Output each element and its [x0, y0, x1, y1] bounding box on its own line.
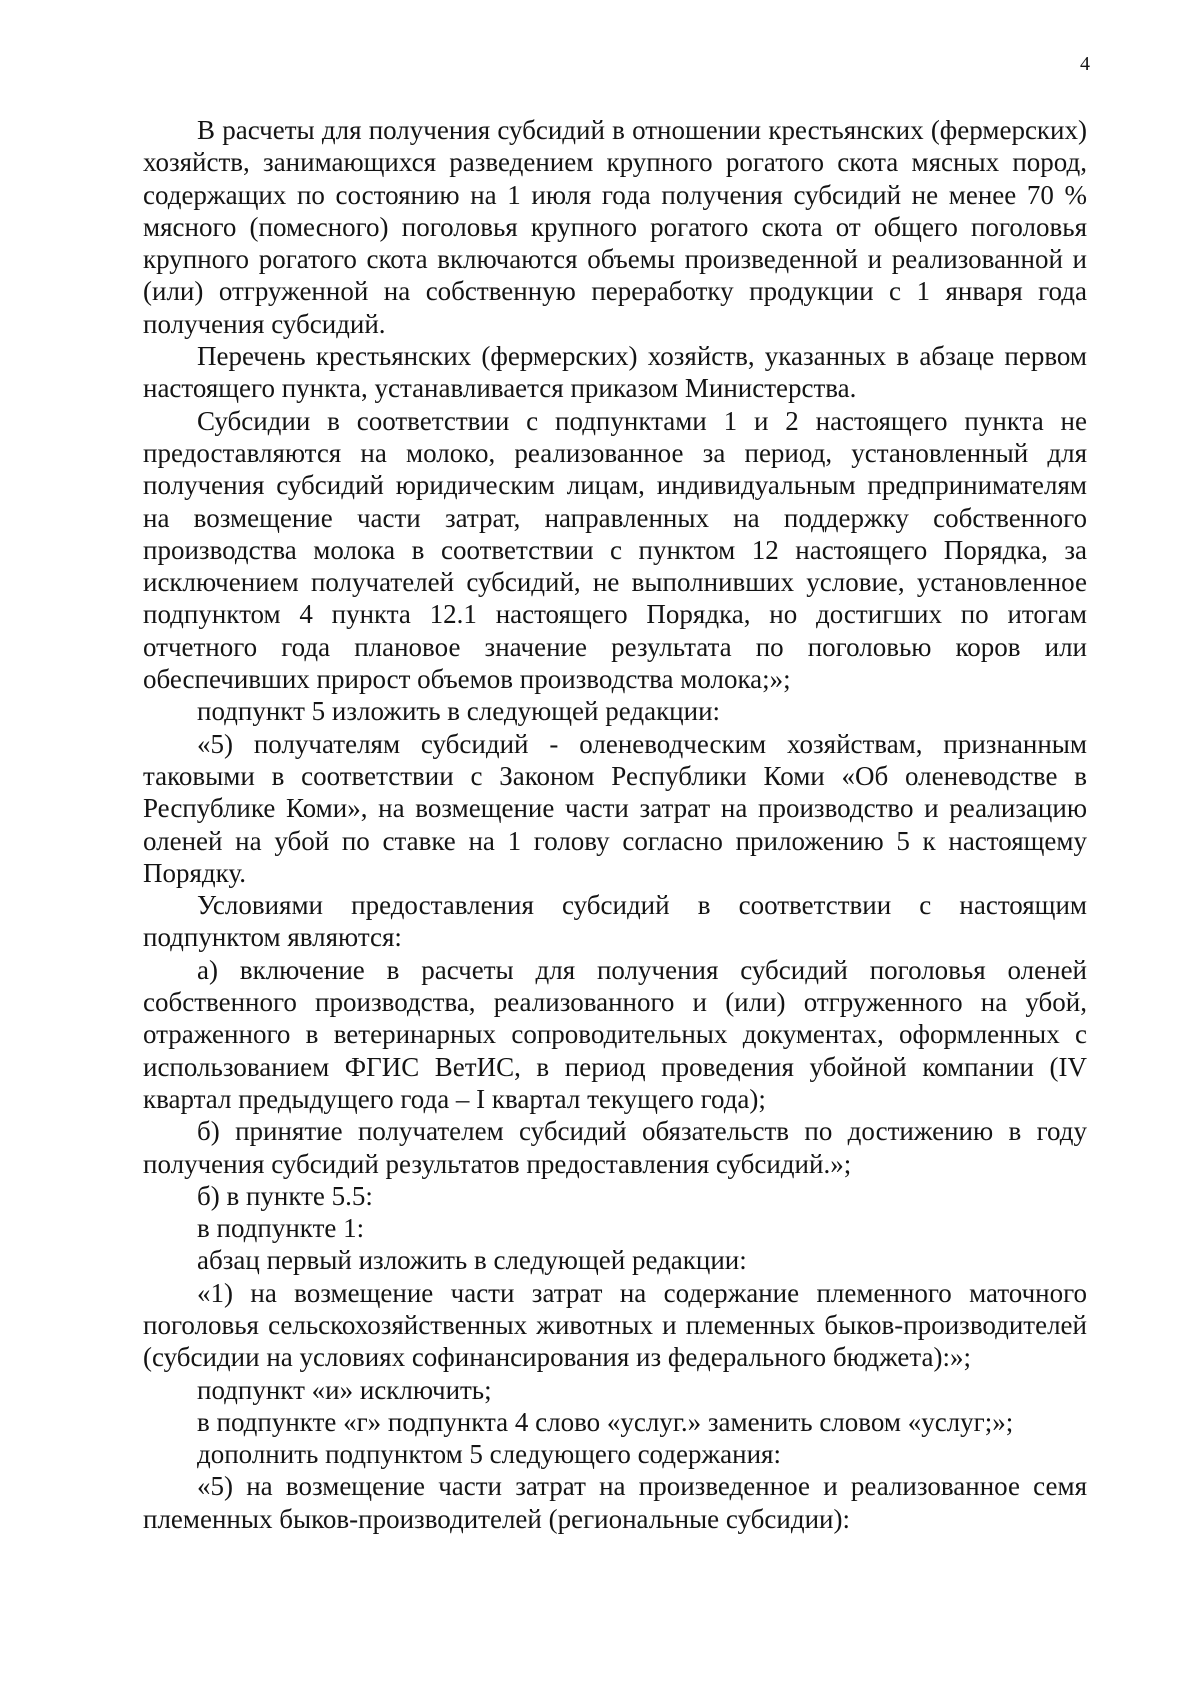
paragraph-13: подпункт «и» исключить; [197, 1374, 492, 1405]
paragraph-6: Условиями предоставления субсидий в соответствии с настоящим подпунктом являются: [143, 890, 1087, 953]
paragraph-9: б) в пункте 5.5: [197, 1180, 373, 1211]
paragraph-7: а) включение в расчеты для получения субсидий поголовья оленей собственного производства, реализованного и (или) отгруженного на убой, отраженного в ветеринарных сопроводительных документах, оформленных с использованием ФГИС ВетИС, в период проведения убойной компании (IV квартал предыдущего года – I квартал текущего года); [143, 954, 1087, 1114]
paragraph-16: «5) на возмещение части затрат на произведенное и реализованное семя племенных быков-производителей (региональные субсидии): [143, 1471, 1087, 1534]
paragraph-3: Субсидии в соответствии с подпунктами 1 и 2 настоящего пункта не предоставляются на молоко, реализованное за период, установленный для получения субсидий юридическим лицам, индивидуальным предпринимателям на возмещение части затрат, направленных на поддержку собственного производства молока в соответствии с пунктом 12 настоящего Порядка, за исключением получателей субсидий, не выполнивших условие, установленное подпунктом 4 пункта 12.1 настоящего Порядка, но достигших по итогам отчетного года плановое значение результата по поголовью коров или обеспечивших прирост объемов производства молока;»; [143, 405, 1087, 695]
paragraph-1: В расчеты для получения субсидий в отношении крестьянских (фермерских) хозяйств, занимающихся разведением крупного рогатого скота мясных пород, содержащих по состоянию на 1 июля года получения субсидий не менее 70 % мясного (помесного) поголовья крупного рогатого скота от общего поголовья крупного рогатого скота включаются объемы произведенной и реализованной и (или) отгруженной на собственную переработку продукции с 1 января года получения субсидий. [143, 115, 1087, 339]
paragraph-15: дополнить подпунктом 5 следующего содержания: [197, 1439, 781, 1470]
paragraph-12: «1) на возмещение части затрат на содержание племенного маточного поголовья сельскохозяйственных животных и племенных быков-производителей (субсидии на условиях софинансирования из федерального бюджета):»; [143, 1277, 1087, 1373]
paragraph-10: в подпункте 1: [197, 1213, 365, 1244]
paragraph-11: абзац первый изложить в следующей редакции: [197, 1245, 747, 1276]
paragraph-5: «5) получателям субсидий - оленеводческим хозяйствам, признанным таковыми в соответствии с Законом Республики Коми «Об оленеводстве в Республике Коми», на возмещение части затрат на производство и реализацию оленей на убой по ставке на 1 голову согласно приложению 5 к настоящему Порядку. [143, 728, 1087, 888]
paragraph-4: подпункт 5 изложить в следующей редакции: [197, 696, 721, 727]
paragraph-2: Перечень крестьянских (фермерских) хозяйств, указанных в абзаце первом настоящего пункта, устанавливается приказом Министерства. [143, 341, 1087, 404]
paragraph-8: б) принятие получателем субсидий обязательств по достижению в году получения субсидий результатов предоставления субсидий.»; [143, 1116, 1087, 1179]
paragraph-14: в подпункте «г» подпункта 4 слово «услуг.» заменить словом «услуг;»; [197, 1406, 1014, 1437]
document-body [143, 114, 1087, 1535]
page-number: 4 [1080, 53, 1090, 75]
